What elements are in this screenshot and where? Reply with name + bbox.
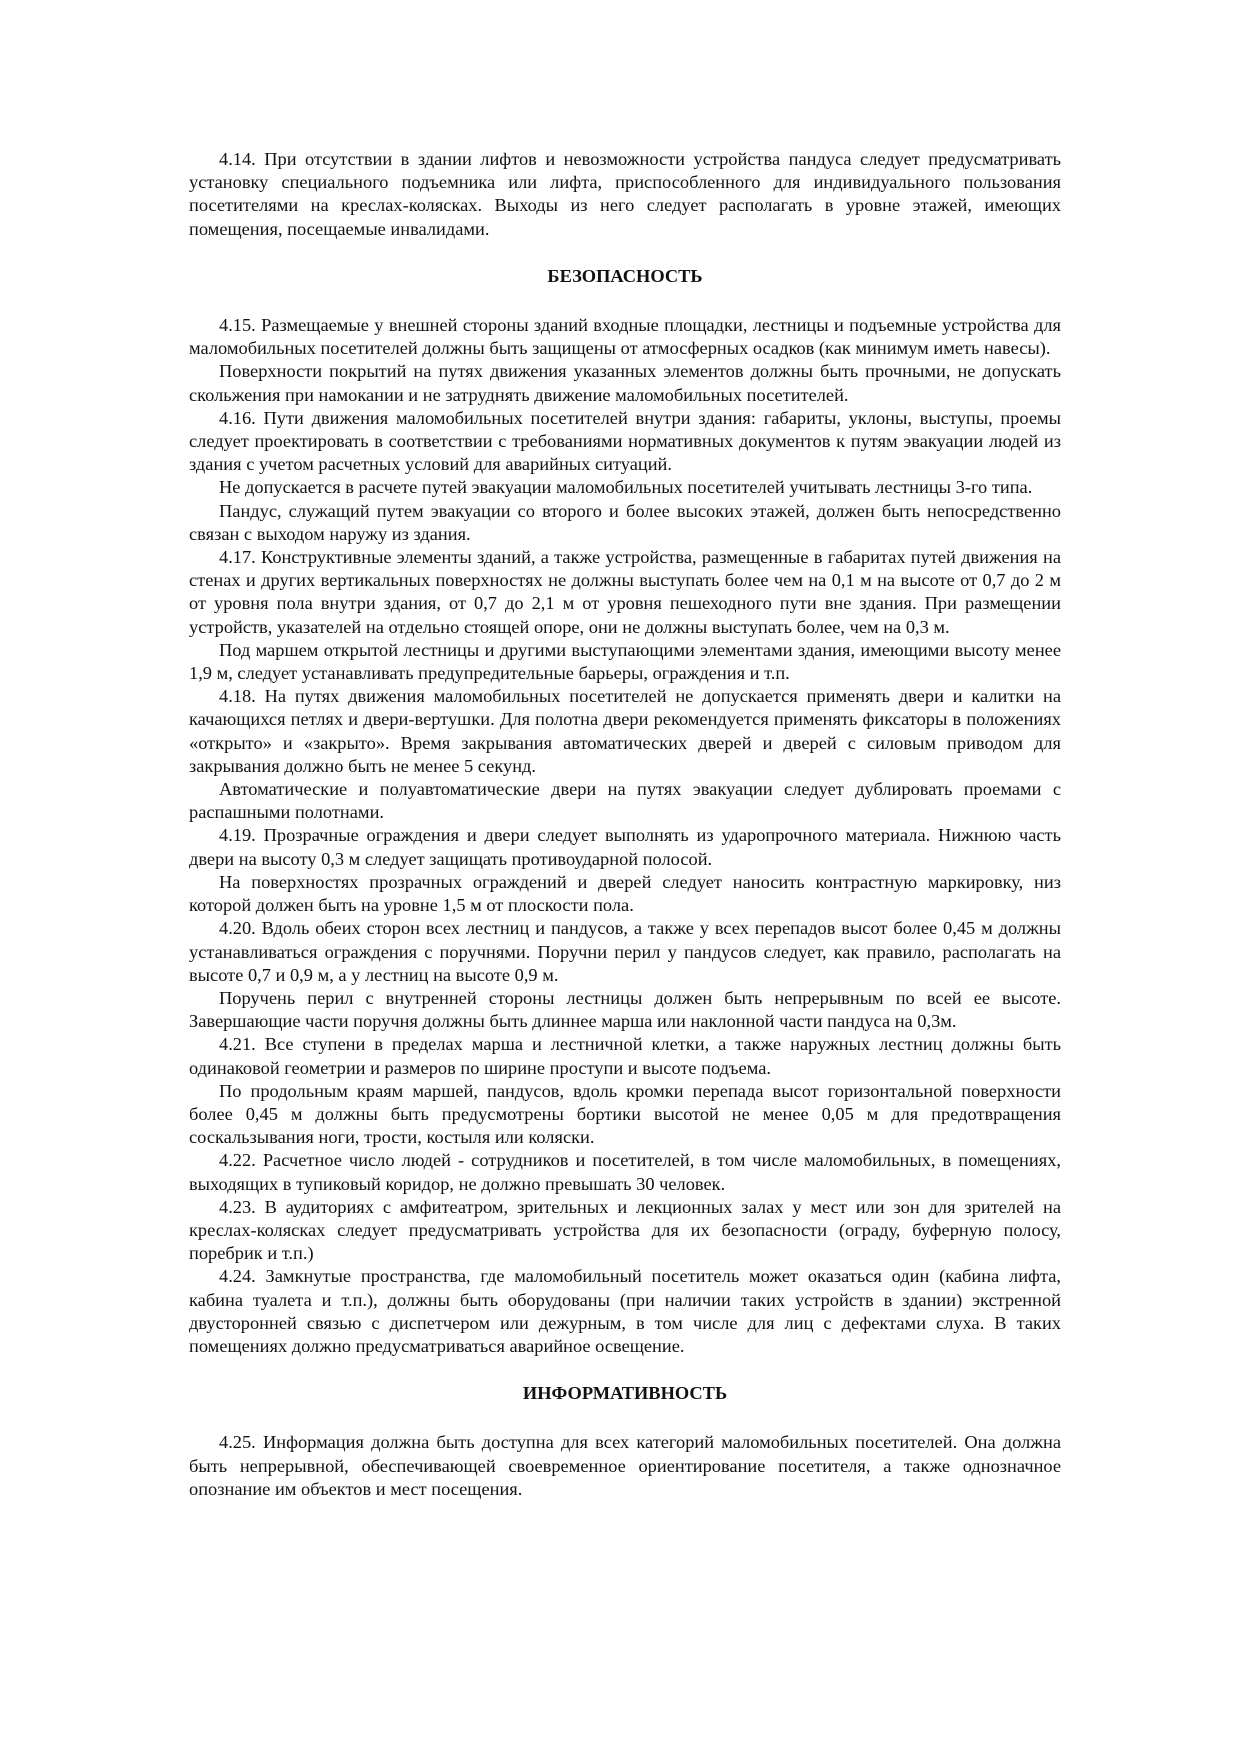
paragraph: Поверхности покрытий на путях движения указанных элементов должны быть прочными, не допускать скольжения при намокании и не затруднять движение маломобильных посетителей.: [189, 361, 1061, 405]
paragraph-4-15: 4.15. Размещаемые у внешней стороны зданий входные площадки, лестницы и подъемные устройства для маломобильных посетителей должны быть защищены от атмосферных осадков (как минимум иметь навесы).: [189, 315, 1061, 359]
paragraph-4-18: 4.18. На путях движения маломобильных посетителей не допускается применять двери и калитки на качающихся петлях и двери-вертушки. Для полотна двери рекомендуется применять фиксаторы в положениях «открыто» и «закрыто». Время закрывания автоматических дверей и дверей с силовым приводом для закрывания должно быть не менее 5 секунд.: [189, 686, 1061, 776]
document-page: [189, 148, 1061, 1501]
paragraph: Под маршем открытой лестницы и другими выступающими элементами здания, имеющими высоту менее 1,9 м, следует устанавливать предупредительные барьеры, ограждения и т.п.: [189, 639, 1061, 684]
paragraph-4-17: 4.17. Конструктивные элементы зданий, а также устройства, размещенные в габаритах путей движения на стенах и других вертикальных поверхностях не должны выступать более чем на 0,1 м на высоте от 0,7 до 2 м от уровня пола внутри здания, от 0,7 до 2,1 м от уровня пешеходного пути вне здания. При размещении устройств, указателей на отдельно стоящей опоре, они не должны выступать более, чем на 0,3 м.: [189, 547, 1061, 637]
paragraph-4-14: 4.14. При отсутствии в здании лифтов и невозможности устройства пандуса следует предусматривать установку специального подъемника или лифта, приспособленного для индивидуального пользования посетителями на креслах-колясках. Выходы из него следует располагать в уровне этажей, имеющих помещения, посещаемые инвалидами.: [189, 149, 1061, 239]
paragraph-4-24: 4.24. Замкнутые пространства, где маломобильный посетитель может оказаться один (кабина лифта, кабина туалета и т.п.), должны быть оборудованы (при наличии таких устройств в здании) экстренной двусторонней связью с диспетчером или дежурным, в том числе для лиц с дефектами слуха. В таких помещениях должно предусматриваться аварийное освещение.: [189, 1266, 1061, 1356]
section-heading-informativeness: ИНФОРМАТИВНОСТЬ: [522, 1383, 728, 1404]
paragraph: Пандус, служащий путем эвакуации со второго и более высоких этажей, должен быть непосредственно связан с выходом наружу из здания.: [189, 500, 1061, 544]
intro-section: [189, 148, 1061, 241]
paragraph-4-20: 4.20. Вдоль обеих сторон всех лестниц и пандусов, а также у всех перепадов высот более 0,45 м должны устанавливаться ограждения с поручнями. Поручни перил у пандусов следует, как правило, располагать на высоте 0,7 и 0,9 м, а у лестниц на высоте 0,9 м.: [189, 918, 1061, 985]
paragraph: Автоматические и полуавтоматические двери на путях эвакуации следует дублировать проемами с распашными полотнами.: [189, 779, 1061, 823]
paragraph: Поручень перил с внутренней стороны лестницы должен быть непрерывным по всей ее высоте. Завершающие части поручня должны быть длиннее марша или наклонной части пандуса на 0,3м.: [189, 987, 1061, 1032]
paragraph-4-19: 4.19. Прозрачные ограждения и двери следует выполнять из ударопрочного материала. Нижнюю часть двери на высоту 0,3 м следует защищать противоударной полосой.: [189, 825, 1061, 869]
paragraph-4-21: 4.21. Все ступени в пределах марша и лестничной клетки, а также наружных лестниц должны быть одинаковой геометрии и размеров по ширине проступи и высоте подъема.: [189, 1034, 1061, 1078]
paragraph: Не допускается в расчете путей эвакуации маломобильных посетителей учитывать лестницы 3-го типа.: [219, 477, 1033, 498]
section-heading-safety: БЕЗОПАСНОСТЬ: [547, 265, 703, 286]
informativeness-section: [189, 1358, 1061, 1501]
paragraph-4-22: 4.22. Расчетное число людей - сотрудников и посетителей, в том числе маломобильных, в помещениях, выходящих в тупиковый коридор, не должно превышать 30 человек.: [189, 1150, 1061, 1194]
paragraph-4-23: 4.23. В аудиториях с амфитеатром, зрительных и лекционных залах у мест или зон для зрителей на креслах-колясках следует предусматривать устройства для их безопасности (ограду, буферную полосу, поребрик и т.п.): [189, 1196, 1061, 1264]
paragraph-4-25: 4.25. Информация должна быть доступна для всех категорий маломобильных посетителей. Она должна быть непрерывной, обеспечивающей своевременное ориентирование посетителя, а также однозначное опознание им объектов и мест посещения.: [189, 1432, 1061, 1499]
paragraph: На поверхностях прозрачных ограждений и дверей следует наносить контрастную маркировку, низ которой должен быть на уровне 1,5 м от плоскости пола.: [189, 871, 1061, 916]
paragraph: По продольным краям маршей, пандусов, вдоль кромки перепада высот горизонтальной поверхности более 0,45 м должны быть предусмотрены бортики высотой не менее 0,05 м для предотвращения соскальзывания ноги, трости, костыля или коляски.: [189, 1080, 1061, 1148]
safety-section: [189, 241, 1061, 1358]
paragraph-4-16: 4.16. Пути движения маломобильных посетителей внутри здания: габариты, уклоны, выступы, проемы следует проектировать в соответствии с требованиями нормативных документов к путям эвакуации людей из здания с учетом расчетных условий для аварийных ситуаций.: [189, 407, 1061, 475]
